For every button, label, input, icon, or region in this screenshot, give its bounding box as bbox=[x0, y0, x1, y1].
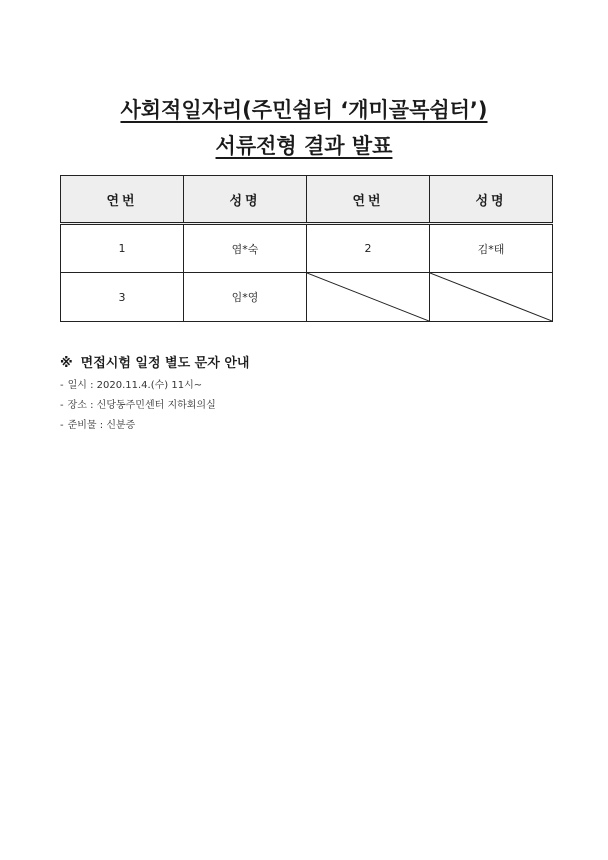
notice-heading bbox=[60, 355, 249, 373]
detail-date-text: 일시 : 2020.11.4.(수) 11시~ bbox=[67, 380, 203, 391]
results-table bbox=[60, 175, 553, 322]
diagonal-line-icon bbox=[307, 273, 429, 321]
list-item bbox=[60, 396, 216, 416]
header-number-2: 연번 bbox=[307, 176, 430, 224]
diagonal-line-icon bbox=[430, 273, 552, 321]
list-dash: - bbox=[60, 380, 64, 391]
list-dash: - bbox=[60, 400, 64, 411]
cell-name: 임*영 bbox=[184, 273, 307, 322]
detail-location-text: 장소 : 신당동주민센터 지하회의실 bbox=[67, 400, 216, 411]
list-item bbox=[60, 376, 216, 396]
list-dash: - bbox=[60, 420, 64, 431]
cell-name: 염*숙 bbox=[184, 224, 307, 273]
cell-number: 3 bbox=[61, 273, 184, 322]
notice-heading-text: 면접시험 일정 별도 문자 안내 bbox=[80, 356, 250, 371]
empty-cell-diagonal bbox=[430, 273, 553, 322]
header-name-1: 성명 bbox=[184, 176, 307, 224]
reference-mark-icon: ※ bbox=[60, 356, 73, 371]
cell-number: 1 bbox=[61, 224, 184, 273]
document-title-line1 bbox=[0, 96, 608, 124]
header-name-2: 성명 bbox=[430, 176, 553, 224]
notice-details bbox=[60, 376, 216, 436]
table-header-row bbox=[61, 176, 553, 224]
document-title-line2 bbox=[0, 132, 608, 160]
empty-cell-diagonal bbox=[307, 273, 430, 322]
table-row bbox=[61, 273, 553, 322]
title-line2-text: 서류전형 결과 발표 bbox=[215, 134, 393, 158]
list-item bbox=[60, 416, 216, 436]
title-line1-text: 사회적일자리(주민쉼터 ‘개미골목쉼터’) bbox=[120, 98, 488, 122]
table-row bbox=[61, 224, 553, 273]
detail-items-text: 준비물 : 신분증 bbox=[67, 420, 136, 431]
cell-name: 김*태 bbox=[430, 224, 553, 273]
cell-number: 2 bbox=[307, 224, 430, 273]
header-number-1: 연번 bbox=[61, 176, 184, 224]
